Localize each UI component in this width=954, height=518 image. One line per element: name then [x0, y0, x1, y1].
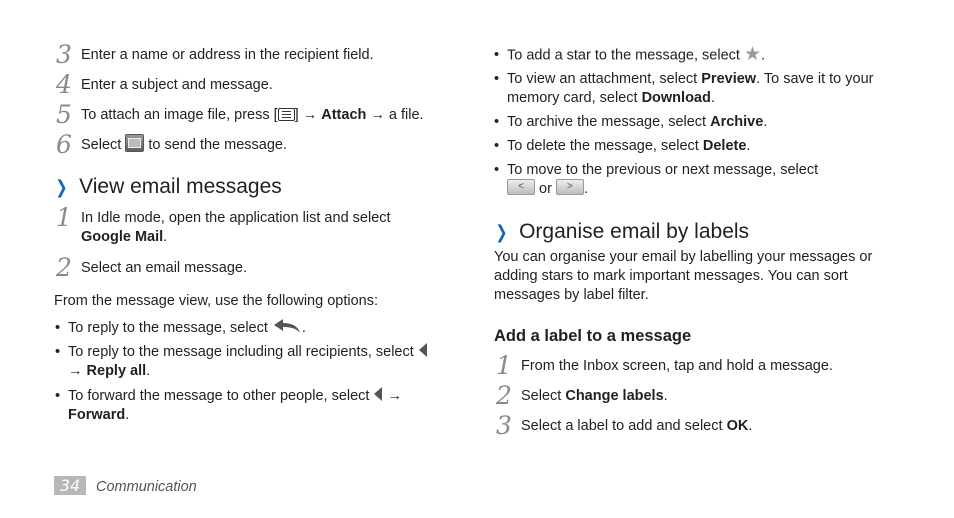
bullet-text [68, 343, 458, 381]
labels-paragraph: You can organise your email by labelling your messages or adding stars to mark important messages. You can sort messages by label filter. [494, 249, 873, 303]
bullet-text-post: . [125, 407, 130, 423]
section-name: Communication [96, 479, 197, 495]
step-text-post: . [663, 388, 668, 404]
bullet-arrow: → [383, 388, 403, 404]
bullet-text-post: . [763, 114, 768, 130]
step-text-pre: In Idle mode, open the application list and select [81, 210, 391, 226]
forward-arrow-icon [373, 386, 383, 402]
google-mail-label: Google Mail [81, 229, 164, 245]
bullet-text [507, 137, 750, 156]
reply-all-label: Reply all [86, 363, 147, 379]
delete-label: Delete [702, 138, 747, 154]
chevron-right-icon: ❯ [55, 177, 68, 197]
subheading-add-label: Add a label to a message [494, 327, 692, 345]
step-number: 3 [56, 40, 72, 69]
options-intro: From the message view, use the following options: [54, 293, 378, 309]
bullet-arrow: → [68, 363, 87, 379]
bullet-text [507, 70, 907, 108]
bullet-text-post: . [710, 90, 715, 106]
bullet-dot: • [494, 71, 500, 87]
menu-key-icon [278, 108, 295, 121]
step-number: 1 [496, 351, 512, 380]
bullet-dot: • [55, 320, 61, 336]
bullet-dot: • [55, 344, 61, 360]
reply-all-arrow-icon [418, 342, 428, 358]
download-label: Download [641, 90, 711, 106]
step-number: 4 [56, 70, 72, 99]
forward-label: Forward [68, 407, 126, 423]
bullet-text-pre: To reply to the message, select [68, 320, 272, 336]
step-text-pre: Select [521, 388, 566, 404]
step-number: 2 [496, 381, 512, 410]
step-text [521, 417, 752, 436]
bullet-text-post: . [583, 181, 588, 197]
change-labels-label: Change labels [565, 388, 664, 404]
heading-text: View email messages [79, 175, 282, 198]
heading-organise-email-by-labels [494, 220, 749, 244]
step-number: 1 [56, 203, 72, 232]
bullet-text-post: . [146, 363, 151, 379]
step-text-post: . [748, 418, 753, 434]
step-number: 2 [56, 253, 72, 282]
step-text: Enter a subject and message. [81, 77, 273, 93]
bullet-dot: • [55, 388, 61, 404]
page-footer [54, 476, 197, 496]
step-text-post: → a file. [366, 107, 424, 123]
step-text: Select an email message. [81, 260, 248, 276]
attach-label: Attach [321, 107, 367, 123]
step-text-pre: Select a label to add and select [521, 418, 727, 434]
bullet-text-pre: To view an attachment, select [507, 71, 702, 87]
send-icon [125, 134, 144, 152]
bullet-text-pre: To forward the message to other people, select [68, 388, 374, 404]
step-text: From the Inbox screen, tap and hold a message. [521, 358, 833, 374]
heading-view-email-messages [54, 175, 282, 199]
step-text: Enter a name or address in the recipient field. [81, 47, 374, 63]
bullet-dot: • [494, 138, 500, 154]
previous-arrow-icon: < [507, 179, 535, 195]
step-text [81, 209, 431, 247]
ok-label: OK [726, 418, 749, 434]
archive-label: Archive [710, 114, 764, 130]
step-text-post: to send the message. [144, 137, 288, 153]
star-icon: ★ [743, 44, 762, 65]
bullet-text-post: . [761, 47, 766, 64]
chevron-right-icon: ❯ [495, 222, 508, 242]
bullet-text-pre: To move to the previous or next message, select [507, 162, 819, 178]
step-text [81, 106, 424, 125]
bullet-dot: • [494, 114, 500, 130]
bullet-text [68, 387, 458, 425]
step-number: 5 [56, 100, 72, 129]
step-number: 3 [496, 411, 512, 440]
step-text-mid: ] → [294, 107, 322, 123]
step-text [521, 387, 668, 406]
bullet-dot: • [494, 162, 500, 178]
step-text-pre: To attach an image file, press [ [81, 107, 278, 123]
heading-text: Organise email by labels [519, 220, 750, 243]
reply-arrow-icon [272, 318, 302, 334]
step-text-post: . [163, 229, 168, 245]
step-text-pre: Select [81, 137, 126, 153]
bullet-text [507, 46, 765, 65]
bullet-text-pre: To add a star to the message, select [507, 47, 744, 64]
bullet-text-pre: To reply to the message including all recipients, select [68, 344, 418, 360]
bullet-text-pre: To archive the message, select [507, 114, 711, 130]
next-arrow-icon: > [556, 179, 584, 195]
bullet-text-or: or [535, 181, 556, 197]
bullet-text [507, 161, 907, 199]
bullet-dot: • [494, 47, 500, 63]
bullet-text [507, 113, 767, 132]
step-text [81, 136, 287, 155]
page-number: 34 [54, 476, 86, 495]
bullet-text-post: . [301, 320, 306, 336]
bullet-text-mid: . To save it to your memory card, select [507, 71, 874, 106]
preview-label: Preview [701, 71, 757, 87]
bullet-text [68, 319, 306, 338]
bullet-text-pre: To delete the message, select [507, 138, 703, 154]
step-number: 6 [56, 130, 72, 159]
bullet-text-post: . [746, 138, 751, 154]
